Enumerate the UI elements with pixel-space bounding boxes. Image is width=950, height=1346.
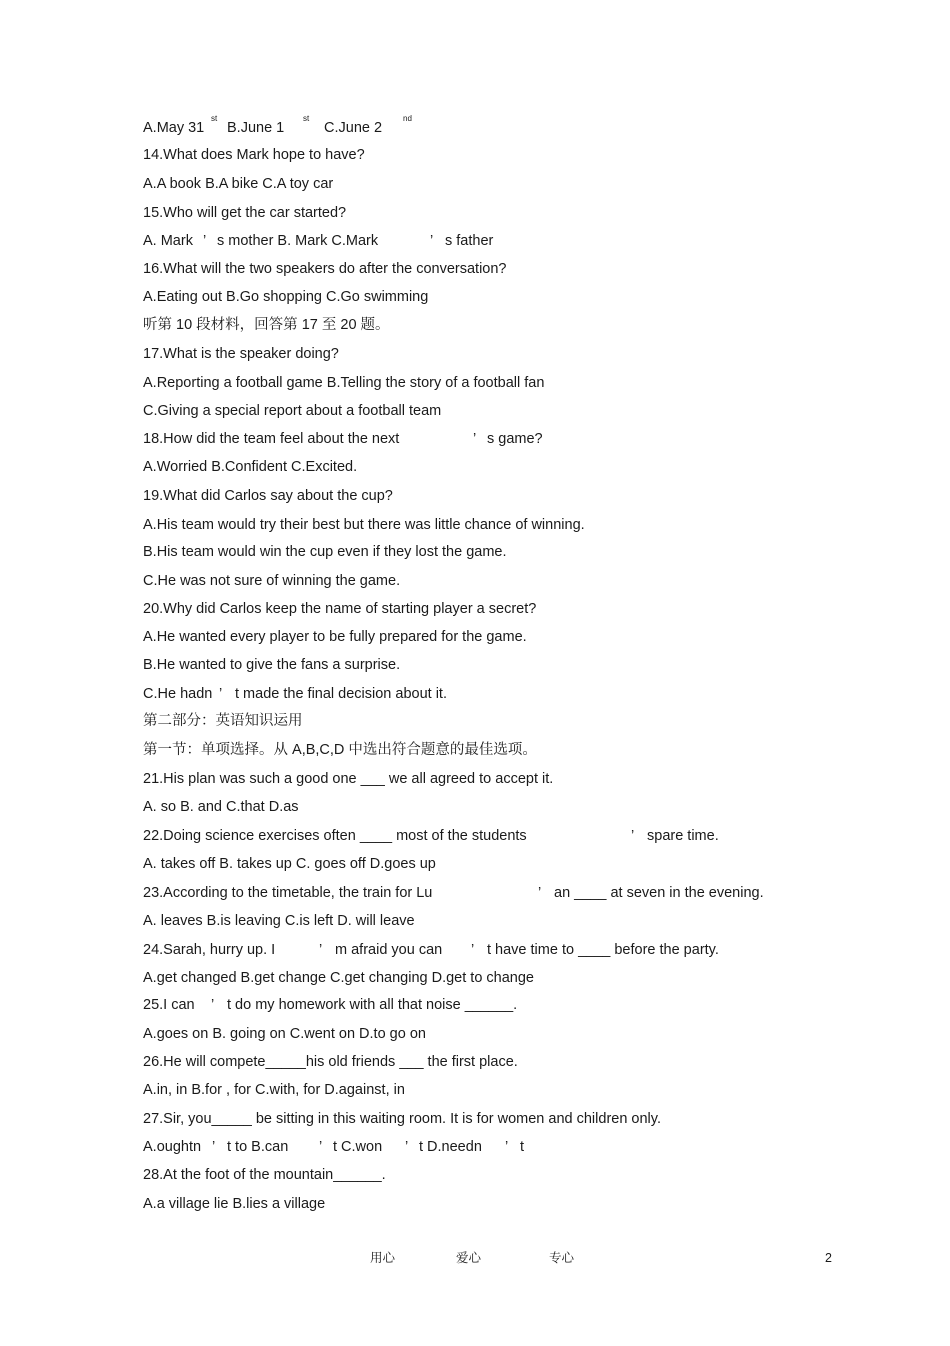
question-21-options: A. so B. and C.that D.as xyxy=(143,799,299,815)
question-text: t have time to ____ before the party. xyxy=(487,942,719,958)
option-text: t xyxy=(520,1139,525,1155)
apostrophe: ’ xyxy=(219,686,223,702)
option-text: s father xyxy=(445,233,494,249)
section-instruction: 听第 10 段材料，回答第 17 至 20 题。 xyxy=(143,317,390,333)
question-26-options: A.in, in B.for , for C.with, for D.against, in xyxy=(143,1082,405,1098)
question-17-options: A.Reporting a football game B.Telling the story of a football fan xyxy=(143,375,545,391)
apostrophe: ’ xyxy=(211,997,215,1013)
apostrophe: ’ xyxy=(212,1139,216,1155)
question-text: m afraid you can xyxy=(335,942,443,958)
question-17: 17.What is the speaker doing? xyxy=(143,346,339,362)
question-27: 27.Sir, you_____ be sitting in this waiting room. It is for women and children only. xyxy=(143,1111,661,1127)
question-19-option-b: B.His team would win the cup even if they lost the game. xyxy=(143,544,507,560)
question-text: spare time. xyxy=(647,828,719,844)
footer-right-text: 专心 xyxy=(549,1251,575,1265)
question-text: 22.Doing science exercises often ____ most of the students xyxy=(143,828,527,844)
question-14: 14.What does Mark hope to have? xyxy=(143,147,365,163)
apostrophe: ’ xyxy=(405,1139,409,1155)
option-text: t made the final decision about it. xyxy=(235,686,447,702)
question-19-option-c: C.He was not sure of winning the game. xyxy=(143,573,401,589)
question-28-options: A.a village lie B.lies a village xyxy=(143,1196,326,1212)
apostrophe: ’ xyxy=(203,233,207,249)
question-text: s game? xyxy=(487,431,543,447)
option-text: A.oughtn xyxy=(143,1139,202,1155)
option-a-text: A.May 31 xyxy=(143,120,205,136)
question-20: 20.Why did Carlos keep the name of starting player a secret? xyxy=(143,601,537,617)
question-19: 19.What did Carlos say about the cup? xyxy=(143,488,393,504)
question-22-options: A. takes off B. takes up C. goes off D.goes up xyxy=(143,856,436,872)
question-16-options: A.Eating out B.Go shopping C.Go swimming xyxy=(143,289,429,305)
question-text: t do my homework with all that noise ______. xyxy=(227,997,518,1013)
option-text: t C.won xyxy=(333,1139,383,1155)
question-25-options: A.goes on B. going on C.went on D.to go on xyxy=(143,1026,426,1042)
superscript-st: st xyxy=(211,114,218,123)
option-text: C.He hadn xyxy=(143,686,213,702)
option-text: s mother B. Mark C.Mark xyxy=(217,233,379,249)
question-14-options: A.A book B.A bike C.A toy car xyxy=(143,176,334,192)
question-18-options: A.Worried B.Confident C.Excited. xyxy=(143,459,358,475)
superscript-nd: nd xyxy=(403,114,412,123)
apostrophe: ’ xyxy=(430,233,434,249)
question-17-option-c: C.Giving a special report about a football team xyxy=(143,403,442,419)
footer-left-text: 用心 xyxy=(370,1251,396,1265)
page-number: 2 xyxy=(825,1251,832,1265)
apostrophe: ’ xyxy=(631,828,635,844)
apostrophe: ’ xyxy=(538,885,542,901)
section-one-instruction: 第一节：单项选择。从 A,B,C,D 中选出符合题意的最佳选项。 xyxy=(143,742,537,758)
option-text: A. Mark xyxy=(143,233,193,249)
apostrophe: ’ xyxy=(319,1139,323,1155)
option-c-text: C.June 2 xyxy=(324,120,383,136)
question-text: 25.I can xyxy=(143,997,195,1013)
option-text: t D.needn xyxy=(419,1139,482,1155)
question-26: 26.He will compete_____his old friends ___ the first place. xyxy=(143,1054,518,1070)
apostrophe: ’ xyxy=(471,942,475,958)
question-16: 16.What will the two speakers do after the conversation? xyxy=(143,261,507,277)
question-21: 21.His plan was such a good one ___ we all agreed to accept it. xyxy=(143,771,554,787)
question-28: 28.At the foot of the mountain______. xyxy=(143,1167,386,1183)
apostrophe: ’ xyxy=(505,1139,509,1155)
question-20-option-a: A.He wanted every player to be fully prepared for the game. xyxy=(143,629,527,645)
question-24-options: A.get changed B.get change C.get changing D.get to change xyxy=(143,970,534,986)
question-20-option-b: B.He wanted to give the fans a surprise. xyxy=(143,657,401,673)
option-b-text: B.June 1 xyxy=(227,120,285,136)
apostrophe: ’ xyxy=(319,942,323,958)
apostrophe: ’ xyxy=(473,431,477,447)
question-text: 18.How did the team feel about the next xyxy=(143,431,400,447)
question-15: 15.Who will get the car started? xyxy=(143,205,347,221)
superscript-st: st xyxy=(303,114,310,123)
option-text: t to B.can xyxy=(227,1139,289,1155)
question-text: 23.According to the timetable, the train for Lu xyxy=(143,885,433,901)
part-two-heading: 第二部分：英语知识运用 xyxy=(143,713,303,729)
question-23-options: A. leaves B.is leaving C.is left D. will leave xyxy=(143,913,415,929)
question-text: 24.Sarah, hurry up. I xyxy=(143,942,276,958)
question-19-option-a: A.His team would try their best but there was little chance of winning. xyxy=(143,517,585,533)
question-text: an ____ at seven in the evening. xyxy=(554,885,764,901)
footer-middle-text: 爱心 xyxy=(456,1251,482,1265)
